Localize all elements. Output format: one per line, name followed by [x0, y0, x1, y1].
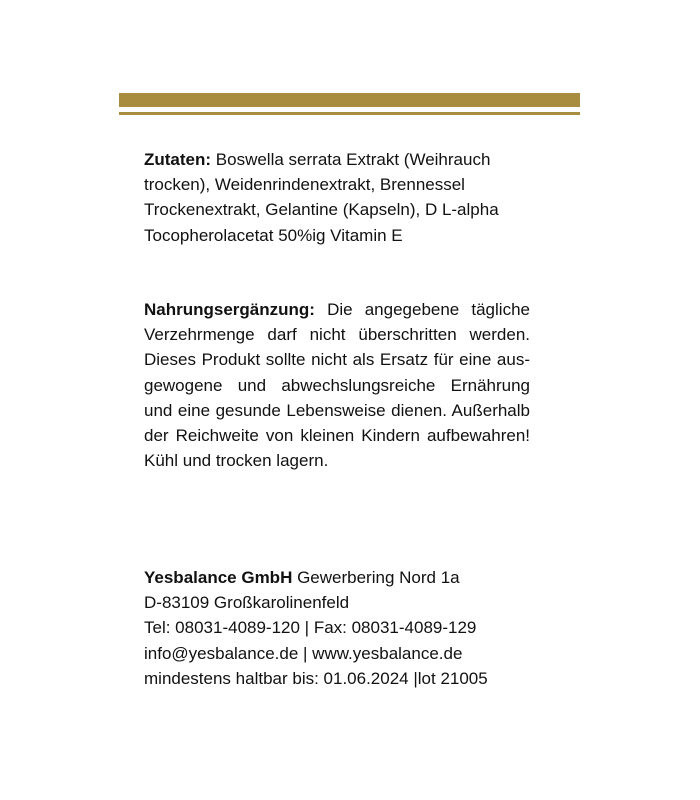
gold-header-bar	[119, 93, 580, 107]
ingredients-text: Boswella serrata Extrakt (Weihrauch trocken), Weidenrindenextrakt, Brennessel Trockenextrakt, Gelantine (Kapseln), D L-alpha Tocopherolacetat 50%ig Vitamin E	[144, 150, 499, 245]
ingredients-label: Zutaten:	[144, 150, 212, 169]
company-city: D-83109 Großkarolinenfeld	[144, 593, 350, 613]
best-before-lot: mindestens haltbar bis: 01.06.2024 |lot 21005	[144, 668, 488, 688]
supplement-notice-section	[144, 297, 530, 473]
company-address-line	[144, 565, 544, 590]
company-email-web: info@yesbalance.de | www.yesbalance.de	[144, 643, 463, 663]
gold-header-rule	[119, 112, 580, 115]
ingredients-section	[144, 147, 534, 248]
supplement-label: Nahrungsergänzung:	[144, 300, 315, 319]
company-info-section	[144, 565, 544, 691]
company-street: Gewerbering Nord 1a	[297, 568, 460, 587]
company-phone-fax: Tel: 08031-4089-120 | Fax: 08031-4089-129	[144, 618, 477, 638]
supplement-text: Die angegebene tägliche Verzehrmenge darf nicht überschritten werden. Dieses Produkt sollte nicht als Ersatz für eine aus-gewogene und abwechslungsreiche Ernährung und eine gesunde Lebensweise dienen. Außerhalb der Reichweite von kleinen Kindern aufbewahren! Kühl und trocken lagern.	[144, 300, 530, 471]
company-name: Yesbalance GmbH	[144, 568, 293, 587]
